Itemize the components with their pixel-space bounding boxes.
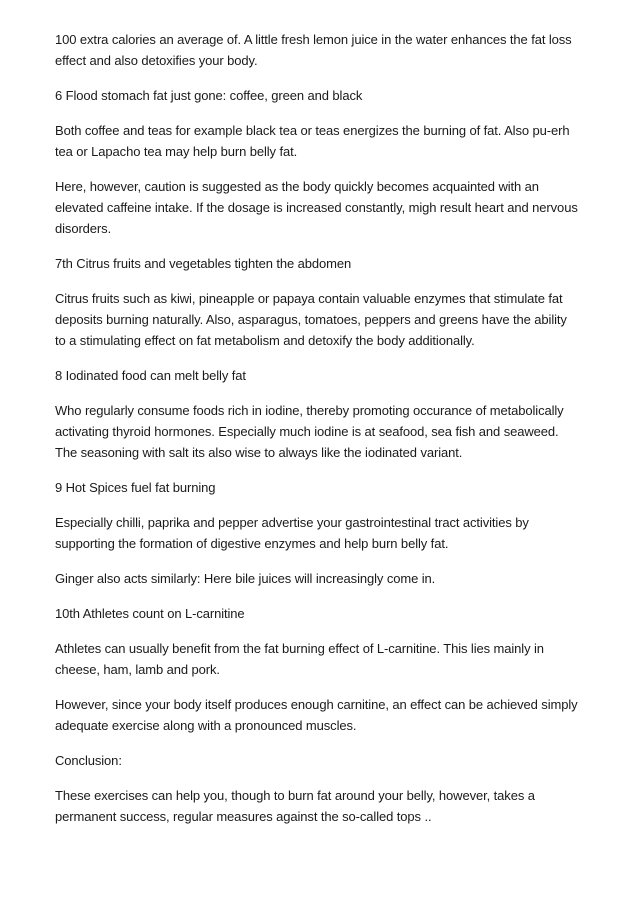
heading-conclusion: Conclusion: bbox=[55, 753, 122, 768]
heading-citrus-fruits: 7th Citrus fruits and vegetables tighten the abdomen bbox=[55, 256, 352, 271]
heading-hot-spices: 9 Hot Spices fuel fat burning bbox=[55, 480, 216, 495]
paragraph-intro-lemon-juice: 100 extra calories an average of. A little fresh lemon juice in the water enhances the fat loss effect and also detoxifies your body. bbox=[55, 32, 572, 68]
paragraph-coffee-tea: Both coffee and teas for example black tea or teas energizes the burning of fat. Also pu-erh tea or Lapacho tea may help burn belly fat. bbox=[55, 123, 570, 159]
paragraph-citrus-fruits: Citrus fruits such as kiwi, pineapple or papaya contain valuable enzymes that stimulate fat deposits burning naturally. Also, asparagus, tomatoes, peppers and greens have the ability to a stimulating effect on fat metabolism and detoxify the body additionally. bbox=[55, 291, 567, 348]
paragraph-iodinated-food: Who regularly consume foods rich in iodine, thereby promoting occurance of metabolically activating thyroid hormones. Especially much iodine is at seafood, sea fish and seaweed. The seasoning with salt its also wise to always like the iodinated variant. bbox=[55, 403, 564, 460]
paragraph-ginger: Ginger also acts similarly: Here bile juices will increasingly come in. bbox=[55, 571, 436, 586]
paragraph-caffeine-caution: Here, however, caution is suggested as the body quickly becomes acquainted with an elevated caffeine intake. If the dosage is increased constantly, migh result heart and nervous disorders. bbox=[55, 179, 578, 236]
paragraph-conclusion: These exercises can help you, though to burn fat around your belly, however, takes a permanent success, regular measures against the so-called tops .. bbox=[55, 788, 535, 824]
heading-coffee-tea: 6 Flood stomach fat just gone: coffee, green and black bbox=[55, 88, 363, 103]
paragraph-hot-spices: Especially chilli, paprika and pepper advertise your gastrointestinal tract activities by supporting the formation of digestive enzymes and help burn belly fat. bbox=[55, 515, 529, 551]
heading-iodinated-food: 8 Iodinated food can melt belly fat bbox=[55, 368, 246, 383]
paragraph-l-carnitine: Athletes can usually benefit from the fat burning effect of L-carnitine. This lies mainly in cheese, ham, lamb and pork. bbox=[55, 641, 544, 677]
paragraph-carnitine-exercise: However, since your body itself produces enough carnitine, an effect can be achieved simply adequate exercise along with a pronounced muscles. bbox=[55, 697, 578, 733]
heading-l-carnitine: 10th Athletes count on L-carnitine bbox=[55, 606, 245, 621]
